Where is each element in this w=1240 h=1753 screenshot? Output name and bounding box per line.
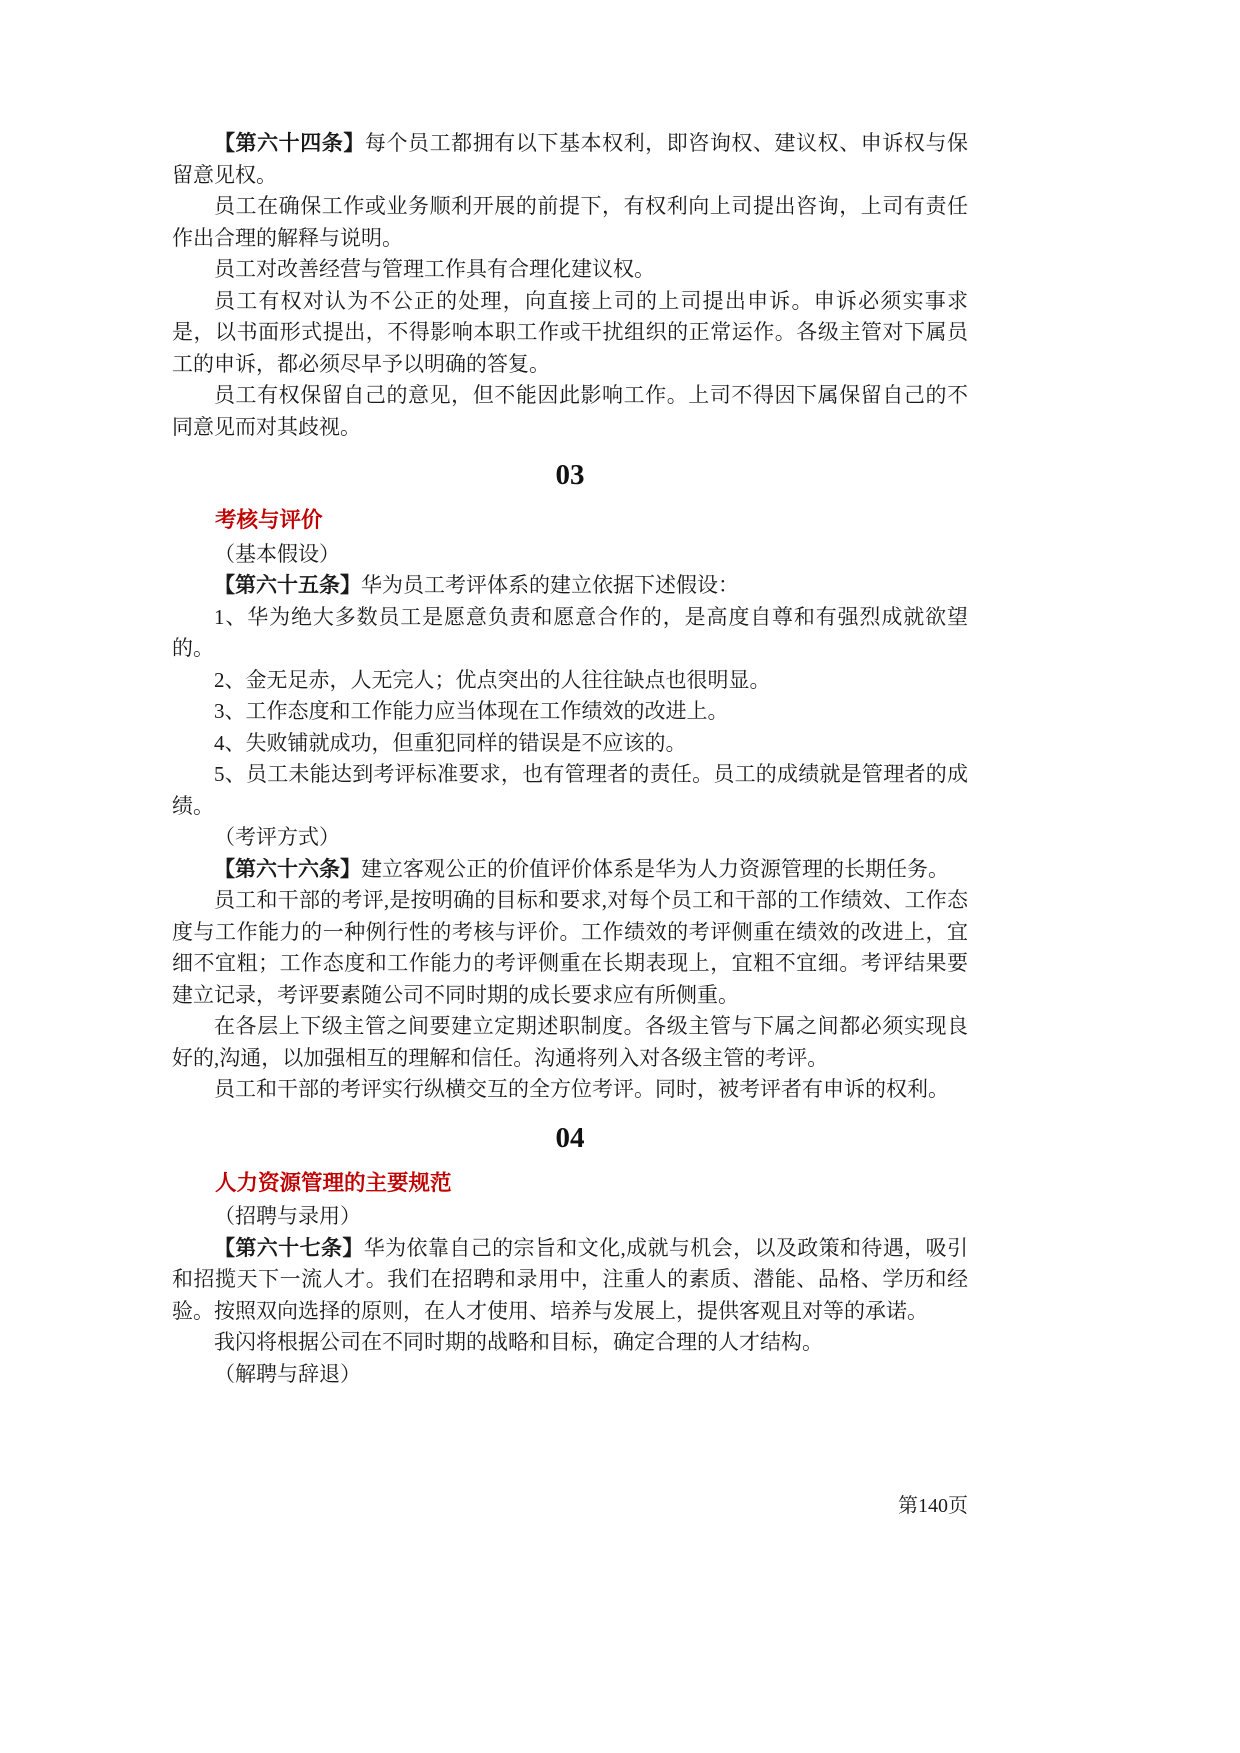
section-number: 04 (555, 1121, 585, 1154)
paragraph-text: 4、失败铺就成功，但重犯同样的错误是不应该的。 (214, 730, 687, 755)
paragraph-text: 华为依靠自己的宗旨和文化,成就与机会，以及政策和待遇，吸引和招揽天下一流人才。我们在招聘和录用中，注重人的素质、潜能、品格、学历和经验。按照双向选择的原则，在人才使用、培养与发展上，提供客观且对等的承诺。 (172, 1235, 968, 1323)
body-paragraph (172, 191, 968, 254)
list-item (172, 728, 968, 760)
article-paragraph (172, 854, 968, 886)
article-paragraph (172, 128, 968, 191)
body-paragraph (172, 885, 968, 1011)
paragraph-text: 在各层上下级主管之间要建立定期述职制度。各级主管与下属之间都必须实现良好的,沟通，以加强相互的理解和信任。沟通将列入对各级主管的考评。 (172, 1014, 968, 1070)
article-label: 【第六十四条】 (214, 131, 365, 155)
paragraph-text: 华为员工考评体系的建立依据下述假设： (361, 573, 739, 597)
paragraph-text: 员工在确保工作或业务顺利开展的前提下，有权利向上司提出咨询，上司有责任作出合理的解释与说明。 (172, 194, 968, 250)
paragraph-text: 员工和干部的考评实行纵横交互的全方位考评。同时，被考评者有申诉的权利。 (214, 1077, 949, 1101)
section-heading: 人力资源管理的主要规范 (215, 1170, 452, 1195)
paragraph-text: 每个员工都拥有以下基本权利，即咨询权、建议权、申诉权与保留意见权。 (172, 131, 969, 187)
article-label: 【第六十五条】 (214, 573, 361, 597)
body-paragraph (172, 380, 968, 443)
body-paragraph (172, 1327, 968, 1359)
paragraph-text: 1、华为绝大多数员工是愿意负责和愿意合作的，是高度自尊和有强烈成就欲望的。 (172, 604, 968, 660)
paragraph-text: 建立客观公正的价值评价体系是华为人力资源管理的长期任务。 (361, 856, 949, 881)
body-paragraph (172, 254, 968, 286)
list-item (172, 602, 968, 665)
body-paragraph (172, 1011, 968, 1074)
paragraph-text: 2、金无足赤，人无完人；优点突出的人往往缺点也很明显。 (214, 667, 771, 692)
page-number: 第140页 (898, 1495, 968, 1517)
body-paragraph (172, 286, 968, 381)
article-paragraph (172, 570, 968, 602)
paragraph-text: 员工和干部的考评,是按明确的目标和要求,对每个员工和干部的工作绩效、工作态度与工作能力的一种例行性的考核与评价。工作绩效的考评侧重在绩效的改进上，宜细不宜粗；工作态度和工作能力的考评侧重在长期表现上，宜粗不宜细。考评结果要建立记录，考评要素随公司不同时期的成长要求应有所侧重。 (172, 888, 968, 1007)
subsection-label: （基本假设） (214, 541, 340, 566)
body-paragraph (172, 1074, 968, 1106)
paragraph-text: 员工有权对认为不公正的处理，向直接上司的上司提出申诉。申诉必须实事求是，以书面形式提出，不得影响本职工作或干扰组织的正常运作。各级主管对下属员工的申诉，都必须尽早予以明确的答复。 (172, 288, 968, 376)
paragraph-text: 员工对改善经营与管理工作具有合理化建议权。 (214, 257, 655, 281)
list-item (172, 696, 968, 728)
subsection-label: （解聘与辞退） (214, 1361, 361, 1386)
paragraph-text: 3、工作态度和工作能力应当体现在工作绩效的改进上。 (214, 699, 729, 723)
article-paragraph (172, 1233, 968, 1328)
section-number: 03 (555, 459, 585, 491)
paragraph-text: 5、员工未能达到考评标准要求，也有管理者的责任。员工的成绩就是管理者的成绩。 (172, 762, 968, 818)
article-label: 【第六十七条】 (214, 1235, 364, 1260)
paragraph-text: 我闪将根据公司在不同时期的战略和目标，确定合理的人才结构。 (214, 1330, 823, 1354)
subsection-label: （考评方式） (214, 825, 340, 849)
list-item (172, 759, 968, 822)
subsection-label: （招聘与录用） (214, 1204, 361, 1228)
list-item (172, 665, 968, 697)
paragraph-text: 员工有权保留自己的意见，但不能因此影响工作。上司不得因下属保留自己的不同意见而对其歧视。 (172, 383, 968, 439)
section-heading: 考核与评价 (215, 508, 323, 532)
article-label: 【第六十六条】 (214, 856, 361, 881)
